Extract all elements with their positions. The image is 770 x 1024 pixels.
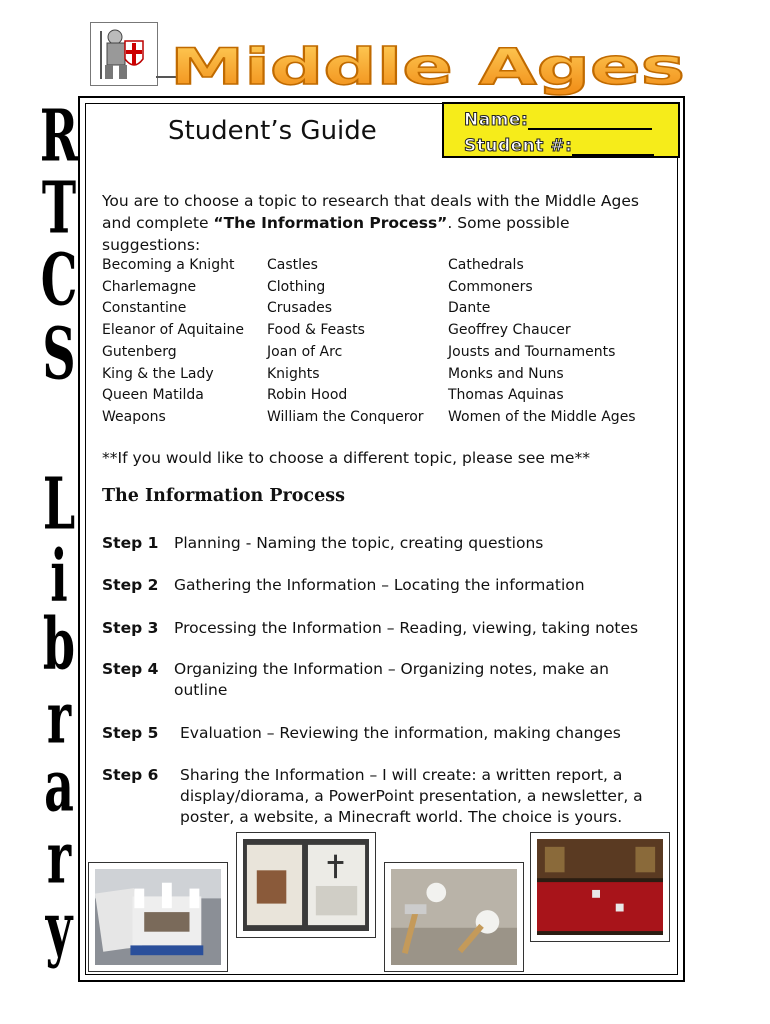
side-letter: y — [45, 885, 73, 970]
process-title: The Information Process — [102, 486, 345, 506]
name-field[interactable] — [464, 110, 652, 130]
topic-item: Eleanor of Aquitaine — [102, 322, 244, 339]
topic-item: Jousts and Tournaments — [448, 343, 616, 360]
step-description: Gathering the Information – Locating the information — [174, 576, 585, 594]
student-number-label: Student #: — [464, 136, 573, 156]
guide-title: Student’s Guide — [168, 116, 377, 146]
topic-item: Robin Hood — [267, 387, 348, 404]
knight-shield-icon — [90, 22, 158, 86]
topic-item: King & the Lady — [102, 365, 214, 382]
topic-item: Cathedrals — [448, 257, 524, 273]
name-label: Name: — [464, 110, 529, 130]
topic-item: Weapons — [102, 408, 166, 425]
topic-item: Food & Feasts — [267, 322, 365, 339]
topic-item: Joan of Arc — [267, 343, 343, 360]
step-label: Step 1 — [102, 534, 159, 552]
side-letter: i — [50, 533, 68, 618]
side-letter: r — [46, 815, 72, 900]
svg-text:Middle Ages: Middle Ages — [170, 38, 685, 96]
step-description: Sharing the Information – I will create: a written report, a display/diorama, a PowerPoint presentation, a newsletter, a poster, a website, a Minecraft world. The choice is yours. — [180, 766, 643, 826]
topic-column-1 — [102, 255, 244, 429]
topic-item: William the Conqueror — [267, 408, 424, 425]
page-title — [170, 36, 690, 96]
step-description: Planning - Naming the topic, creating questions — [174, 534, 544, 552]
topic-item: Commoners — [448, 278, 533, 295]
topic-item: Geoffrey Chaucer — [448, 322, 571, 339]
topic-item: Charlemagne — [102, 278, 197, 295]
topic-item: Crusades — [267, 300, 333, 317]
side-letter: b — [42, 601, 76, 686]
topic-item: Castles — [267, 257, 318, 273]
step-description: Organizing the Information – Organizing notes, make an outline — [174, 660, 609, 699]
clay-weapons-photo — [384, 862, 524, 972]
name-box — [442, 102, 680, 158]
step-description: Processing the Information – Reading, viewing, taking notes — [174, 619, 639, 637]
topic-item: Queen Matilda — [102, 387, 204, 404]
step-label: Step 3 — [102, 619, 159, 637]
side-letter: T — [41, 165, 77, 250]
topic-item: Dante — [448, 300, 491, 317]
topic-column-3 — [448, 255, 636, 429]
different-topic-note: **If you would like to choose a different topic, please see me** — [102, 449, 590, 467]
step-label: Step 4 — [102, 660, 159, 678]
side-title-rtcs-library — [36, 93, 82, 1000]
side-letter: r — [46, 675, 72, 760]
poster-display-photo — [236, 832, 376, 938]
topic-item: Clothing — [267, 278, 326, 295]
topic-item: Women of the Middle Ages — [448, 408, 636, 425]
topic-item: Gutenberg — [102, 343, 177, 360]
topic-item: Constantine — [102, 300, 187, 317]
topic-item: Becoming a Knight — [102, 257, 235, 273]
step-label: Step 6 — [102, 766, 159, 784]
topic-column-2 — [267, 255, 424, 429]
side-letter: R — [39, 93, 79, 178]
topic-item: Monks and Nuns — [448, 365, 564, 382]
step-label: Step 5 — [102, 724, 159, 742]
castle-model-photo — [88, 862, 228, 972]
student-number-field[interactable] — [464, 136, 654, 156]
topic-item: Thomas Aquinas — [448, 387, 564, 404]
side-letter: S — [42, 311, 76, 396]
step-label: Step 2 — [102, 576, 159, 594]
step-description: Evaluation – Reviewing the information, making changes — [180, 724, 621, 742]
process-emphasis: “The Information Process” — [213, 214, 448, 232]
side-letter: a — [44, 743, 74, 828]
side-letter: L — [42, 461, 76, 546]
side-letter: C — [40, 237, 78, 322]
intro-text: You are to choose a topic to research that deals with the Middle Ages and complete “The Information Process”. Some possible suggestions: — [102, 192, 639, 254]
topic-item: Knights — [267, 365, 320, 382]
minecraft-world-photo — [530, 832, 670, 942]
